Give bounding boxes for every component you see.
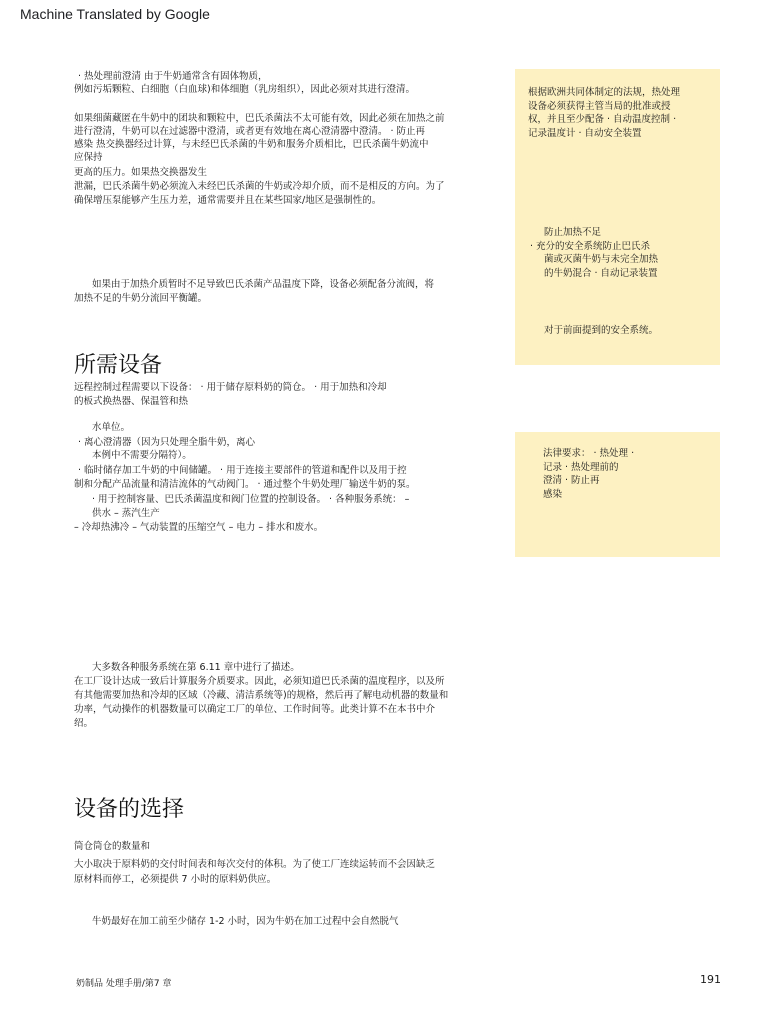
heading-required-equipment: 所需设备 [74, 353, 163, 378]
paragraph-line: · 热处理前澄清 由于牛奶通常含有固体物质， [78, 71, 268, 82]
paragraph-line: 牛奶最好在加工前至少储存 1-2 小时，因为牛奶在加工过程中会自然脱气 [92, 916, 399, 927]
paragraph-line: 有其他需要加热和冷却的区域（冷藏、清洁系统等)的规格，然后再了解电动机器的数量和 [74, 690, 449, 701]
paragraph-line: – 冷却热沸冷 – 气动装置的压缩空气 – 电力 – 排水和废水。 [74, 522, 324, 533]
paragraph-line: 绍。 [74, 718, 94, 729]
paragraph-line: 例如污垢颗粒、白细胞（白血球)和体细胞（乳房组织），因此必须对其进行澄清。 [74, 84, 415, 95]
sidebar-line: 设备必须获得主管当局的批准或授 [528, 100, 671, 112]
sidebar-line: 记录 · 热处理前的 [543, 461, 619, 473]
page-number: 191 [700, 973, 721, 986]
sidebar-line: 的牛奶混合 · 自动记录装置 [544, 267, 658, 279]
heading-equipment-selection: 设备的选择 [74, 797, 185, 822]
paragraph-line: 感染 热交换器经过计算，与未经巴氏杀菌的牛奶和服务介质相比，巴氏杀菌牛奶流中 [74, 139, 429, 150]
paragraph-line: 如果由于加热介质暂时不足导致巴氏杀菌产品温度下降，设备必须配备分流阀，将 [92, 279, 435, 290]
sidebar-line: 防止加热不足 [544, 227, 602, 238]
machine-translation-banner: Machine Translated by Google [20, 6, 210, 22]
paragraph-line: 泄漏，巴氏杀菌牛奶必须流入未经巴氏杀菌的牛奶或冷却介质，而不是相反的方向。为了 [74, 181, 445, 192]
paragraph-line: 在工厂设计达成一致后计算服务介质要求。因此，必须知道巴氏杀菌的温度程序，以及所 [74, 676, 445, 687]
paragraph-line: 功率，气动操作的机器数量可以确定工厂的单位、工作时间等。此类计算不在本书中介 [74, 704, 436, 715]
paragraph-line: 加热不足的牛奶分流回平衡罐。 [74, 293, 208, 304]
sidebar-line: 感染 [543, 488, 563, 500]
sidebar-line: 澄清 · 防止再 [543, 475, 600, 486]
sidebar-line: · 充分的安全系统防止巴氏杀 [530, 240, 651, 252]
sidebar-line: 根据欧洲共同体制定的法规，热处理 [528, 87, 681, 98]
paragraph-line: · 临时储存加工牛奶的中间储罐。 · 用于连接主要部件的管道和配件以及用于控 [78, 465, 407, 476]
paragraph-line: 远程控制过程需要以下设备： · 用于储存原料奶的筒仓。 · 用于加热和冷却 [74, 382, 387, 393]
sidebar-line: 权，并且至少配备 · 自动温度控制 · [528, 114, 677, 125]
paragraph-line: 本例中不需要分隔符）。 [92, 450, 192, 461]
sidebar-line: 对于前面提到的安全系统。 [544, 325, 659, 336]
paragraph-line: 制和分配产品流量和清洁流体的气动阀门。 · 通过整个牛奶处理厂输送牛奶的泵。 [74, 479, 416, 490]
paragraph-line: 确保增压泵能够产生压力差，通常需要并且在某些国家/地区是强制性的。 [74, 195, 382, 206]
paragraph-line: 大多数各种服务系统在第 6.11 章中进行了描述。 [92, 662, 300, 673]
paragraph-line: 筒仓筒仓的数量和 [74, 841, 151, 852]
sidebar-note-legal-requirements [515, 432, 720, 557]
footer-chapter: 奶制品 处理手册/第7 章 [76, 979, 172, 989]
paragraph-line: 应保持 [74, 152, 103, 163]
paragraph-line: 的板式换热器、保温管和热 [74, 396, 189, 407]
paragraph-line: · 用于控制容量、巴氏杀菌温度和阀门位置的控制设备。 · 各种服务系统： – [92, 494, 410, 505]
paragraph-line: 水单位。 [92, 422, 131, 433]
sidebar-note-regulations [515, 69, 720, 365]
sidebar-line: 法律要求： · 热处理 · [543, 448, 635, 459]
paragraph-line: 原材料而停工，必须提供 7 小时的原料奶供应。 [74, 874, 277, 885]
paragraph-line: 更高的压力。如果热交换器发生 [74, 167, 208, 178]
sidebar-line: 记录温度计 · 自动安全装置 [528, 127, 642, 139]
paragraph-line: · 离心澄清器（因为只处理全脂牛奶，离心 [78, 437, 256, 448]
paragraph-line: 进行澄清，牛奶可以在过滤器中澄清，或者更有效地在离心澄清器中澄清。 · 防止再 [74, 126, 426, 137]
sidebar-line: 菌或灭菌牛奶与未完全加热 [544, 254, 659, 265]
paragraph-line: 供水 – 蒸汽生产 [92, 508, 160, 519]
paragraph-line: 大小取决于原料奶的交付时间表和每次交付的体积。为了使工厂连续运转而不会因缺乏 [74, 859, 436, 870]
paragraph-line: 如果细菌藏匿在牛奶中的团块和颗粒中，巴氏杀菌法不太可能有效，因此必须在加热之前 [74, 113, 445, 124]
